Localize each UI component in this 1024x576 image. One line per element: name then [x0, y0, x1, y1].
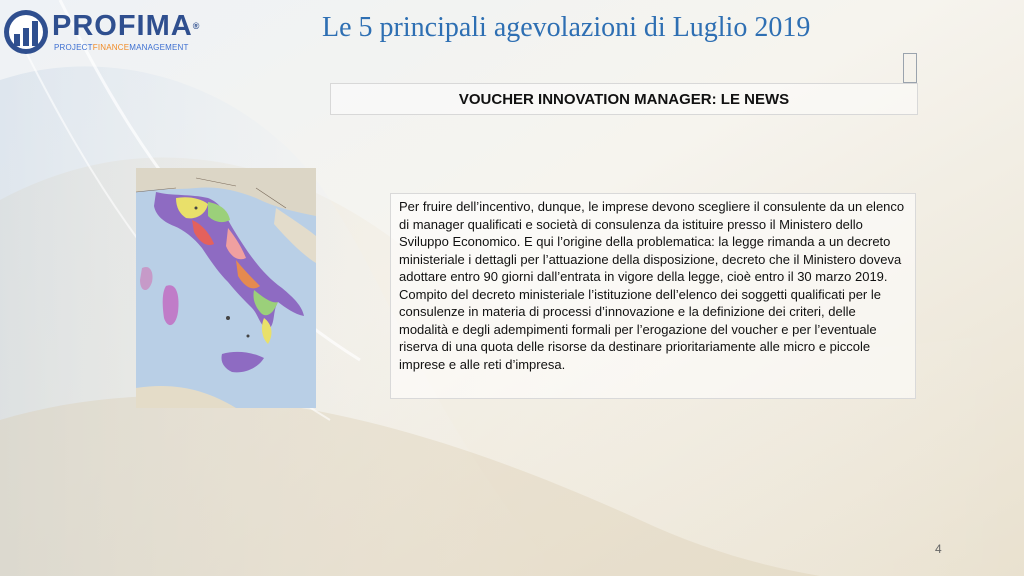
logo-brand: PROFIMA® [52, 10, 201, 42]
logo-tagline: PROJECTFINANCEMANAGEMENT [54, 43, 189, 52]
italy-map-image [136, 168, 316, 408]
section-header [330, 83, 918, 115]
body-text-box [390, 193, 916, 399]
section-header-text: VOUCHER INNOVATION MANAGER: LE NEWS [458, 90, 790, 108]
profima-logo [2, 6, 202, 56]
page-number: 4 [935, 542, 942, 556]
page-title: Le 5 principali agevolazioni di Luglio 2019 [322, 12, 811, 43]
logo-icon [2, 8, 50, 56]
body-paragraph-1: Per fruire dell’incentivo, dunque, le imprese devono scegliere il consulente da un elenco di manager qualificati e società di consulenza da istituire presso il Ministero dello Sviluppo Economico. E qui l’origine della problematica: la legge rimanda a un decreto ministeriale i dettagli per l’attuazione della disposizione, decreto che il Ministero doveva adottare entro 90 giorni dall’entrata in vigore della legge, cioè entro il 30 marzo 2019. [399, 199, 905, 284]
body-paragraph-2: Compito del decreto ministeriale l’istituzione dell’elenco dei soggetti qualificati per le consulenze in materia di processi d’innovazione e la definizione dei criteri, delle modalità e degli adempimenti formali per l’erogazione del voucher e per l’eventuale riserva di una quota delle risorse da destinare prioritariamente alle micro e piccole imprese e alle reti d’impresa. [399, 286, 881, 372]
placeholder-frame [903, 53, 917, 83]
